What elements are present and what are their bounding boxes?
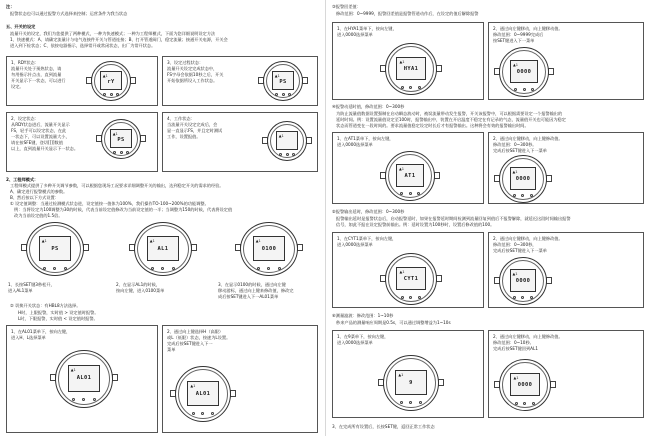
lcd-display: ▲1 0000 <box>510 60 538 83</box>
meter-illustration <box>385 253 437 305</box>
meter-illustration <box>26 222 84 276</box>
step-text: 1、在AL01菜单下，按向左键， <box>11 329 71 334</box>
step-text: 请在按SFE键，登切[[]]数值 <box>11 140 63 145</box>
meter-illustration <box>499 359 551 411</box>
page-divider <box>325 0 326 436</box>
step-text: 设定。 <box>11 84 24 89</box>
step-caption: 按向左键，进入0100菜单 <box>116 288 165 293</box>
step-text: 进入H、L选择菜单 <box>11 335 46 340</box>
lcd-code: 0000 <box>516 68 532 75</box>
lcd-display: ▲1 <box>276 131 298 149</box>
step-text: 完成后按SET键进入下一菜单 <box>493 248 547 253</box>
setting-step-box <box>488 22 644 100</box>
alarm-step-box <box>162 325 318 433</box>
meter-illustration <box>267 121 307 161</box>
lcd-display: ▲1 PS <box>272 71 294 89</box>
quick-step-box <box>6 112 158 172</box>
step-caption: 移动游标，通过向上键来修改值，修改完 <box>218 288 294 293</box>
step-text: FS，轻手可以设定状态，在此 <box>11 128 67 133</box>
right-page <box>330 0 648 436</box>
lcd-display: ▲1 HYA1 <box>396 57 425 81</box>
step-text: 勿用指示针点击，直到流量 <box>11 72 62 77</box>
lcd-code: PS <box>117 136 125 143</box>
lcd-display: ▲1 rY <box>100 71 122 89</box>
delay-line: 为防止流量值数据设置强制在启动瞬态波动时，被误流量带动发生报警，开关该报警中，可以根据需要设定一个报警输出的 <box>336 111 563 116</box>
step-text: 2、设定状态： <box>11 116 39 121</box>
step-text: 或L（低限）状态，按速为L设置。 <box>167 335 231 340</box>
meter-illustration <box>385 43 437 95</box>
step-text: 1、在AT1菜单下，按向左键， <box>337 136 394 141</box>
step-text: 显一直显示FS，并且定时测试 <box>167 128 223 133</box>
delay-line: 状态而管道变在一段时间的。要求流量值稳定设定时长后才有报警输出。这种将会有效的报警输出时间。 <box>336 123 529 128</box>
lcd-code: PS <box>279 78 287 85</box>
step-text: FS字母会依据10秒之后，开关 <box>167 72 224 77</box>
intro-line: 流量开关的设定，我们为您提供了两种模式，一种为快速模式；一种为工程师模式，下面为您详细说明设定方法 <box>10 31 216 36</box>
lcd-code: HYA1 <box>403 65 419 72</box>
lcd-code: AL01 <box>195 390 211 397</box>
lcd-code: PS <box>51 245 59 252</box>
lcd-code: 0000 <box>515 176 531 183</box>
meter-illustration <box>499 155 547 203</box>
step-text: 进入0000选择菜单 <box>337 340 373 345</box>
setting-step-box <box>332 330 484 418</box>
step-text: 当流量开关设定完成后，会 <box>167 122 218 127</box>
meter-illustration <box>175 366 231 422</box>
step-text: 修改范围：0~300秒， <box>493 242 537 247</box>
step-text: 从RDY状态进后，流量开关显示 <box>11 122 70 127</box>
step-text: 2、通过向左键移动，向上键修改值。 <box>493 136 563 141</box>
step-text: 一状态下，可以设置流量大小， <box>11 134 70 139</box>
step-text: 进入0000选择菜单 <box>337 242 373 247</box>
step-text: 流量开关设定完成状态中， <box>167 66 218 71</box>
engineer-line: A、确定进行报警模式的参数。 <box>10 189 68 194</box>
quick-step-box <box>162 112 318 172</box>
meter-illustration <box>91 61 131 101</box>
lcd-display: ▲1 0100 <box>253 236 285 261</box>
step-text: 1、在HYA1菜单下，按向左键， <box>337 26 397 31</box>
step-caption: 3、在显示0100的时候，通过向左键 <box>218 282 286 287</box>
lcd-code: AT1 <box>404 172 416 179</box>
meter-illustration <box>55 350 113 408</box>
setting-step-box <box>488 232 644 308</box>
step-text: 修改范围：0~300秒。 <box>493 142 537 147</box>
step-text: 开始依据所设入工作状态。 <box>167 78 218 83</box>
step-text: 1、在CYT1菜单下，按向左键， <box>337 236 397 241</box>
lcd-code: 0000 <box>515 278 531 285</box>
lcd-display: ▲1 0000 <box>510 373 539 397</box>
quick-step-box <box>6 56 158 106</box>
step-text: 3、设定过程状态： <box>167 60 204 65</box>
step-text: 4、工作状态： <box>167 116 195 121</box>
lcd-display: ▲1 PS <box>39 236 71 261</box>
step-text: 完成后按SET键进入下一 <box>167 341 213 346</box>
step-text: 2、通过向左键移动，向上键修改值。 <box>493 236 563 241</box>
setting-step-box <box>332 22 484 100</box>
engineer-line: ① 设定值调整：当通过检测模式状态进，设定值按一值体为100%，我们操作TO-100~200%的功能调整。 <box>10 201 209 206</box>
step-text: 工作，设置报值。 <box>167 134 201 139</box>
release-line: 信号，如此不报在设定报警前输出。例：延时设置为100秒时，设置后修改值的100。 <box>336 222 495 227</box>
alarm-line: L时，下限报警，实时值 < 设定值时报警。 <box>18 316 98 321</box>
step-caption: 1、长按SET键3秒松开， <box>8 282 55 287</box>
step-text: 进入0000选择菜单 <box>337 32 373 37</box>
meter-illustration <box>101 119 141 159</box>
step-text: 流量开关处于预热状态，请 <box>11 66 62 71</box>
step-text: 修改范围：0~10秒。 <box>493 340 534 345</box>
intro-line: 1、快速模式：A、请确定流量计与电气连接件开关与管道连接；B、打开管道阀门，稳定流量；接通开关电源，开关会 <box>10 37 228 42</box>
alarm-line: H时，上限报警，实时值 > 设定值时报警。 <box>18 310 99 315</box>
step-text: 2、通过向左键移动，向上键移动值。 <box>493 26 563 31</box>
delay-line: 延时时间。例：设置流量值设定至100时，报警输出中，装置在开启温度不稳定在有记录的气态，流量值开关也可能因为稳定 <box>336 117 566 122</box>
meter-illustration <box>383 355 439 411</box>
delay-title: ④报警动延时值，修改范围：0~300秒 <box>332 104 405 109</box>
step-caption: 进入AL1菜单 <box>8 288 33 293</box>
engineer-title: 2、工程师模式： <box>6 177 39 182</box>
section-title: 五、开关的设定 <box>6 24 36 29</box>
step-text: 完成后按SET键回到AL1 <box>493 346 539 351</box>
meter-illustration <box>499 47 549 97</box>
meter-illustration <box>240 222 298 276</box>
meter-illustration <box>499 257 547 305</box>
engineer-line: B、然后按以下方式设置： <box>10 195 59 200</box>
meter-illustration <box>263 61 303 101</box>
footer-note: 3、在完成所有设置后，长按SET键，返回正常工作状态 <box>332 424 435 429</box>
hysteresis-line: 修改范围：0~9999，报警回差值是报警管道动作后，在设定的值后解除报警 <box>336 11 479 16</box>
lcd-code: AL1 <box>157 245 169 252</box>
left-page <box>4 0 322 436</box>
note-title: 注： <box>6 4 15 9</box>
lcd-display: ▲1 AL01 <box>187 381 218 407</box>
lcd-display: ▲1 AT1 <box>396 164 424 187</box>
lcd-display: ▲1 9 <box>395 370 426 396</box>
step-text: 修改范围：0~9999完成后 <box>493 32 544 37</box>
setting-step-box <box>332 132 484 204</box>
lcd-display: ▲1 0000 <box>510 167 537 189</box>
lcd-display: ▲1 AL1 <box>147 236 179 261</box>
lcd-code: 0100 <box>261 245 277 252</box>
setting-step-box <box>332 232 484 308</box>
step-text: 1、在9菜单下，按向左键， <box>337 334 389 339</box>
step-text: 2、通过向上键选择H（高限） <box>167 329 224 334</box>
filter-line: 秒来产品的测量响应周期是0.5s，可以通过调整增益为1~10s <box>336 320 451 325</box>
step-caption: 成后按SET键进入下一AL01菜单 <box>218 294 279 299</box>
step-text: 进入0000选择菜单 <box>337 142 373 147</box>
engineer-line: 工程师模式提供了多种开关调节参数，可以根据您现场工况要求详细调整开关的输出，达到稳定开关的需求的经验。 <box>10 183 224 188</box>
meter-illustration <box>134 222 192 276</box>
step-text: 以上，直到流量开关显示下一状态。 <box>11 146 79 151</box>
quick-step-box <box>162 56 318 106</box>
alarm-step-box <box>6 325 158 433</box>
lcd-display: ▲1 CYT1 <box>396 267 425 291</box>
hysteresis-title: ③报警回差值： <box>332 4 361 9</box>
step-text: 菜单 <box>167 347 176 352</box>
step-text: 2、通过向左键移动，向上键修改值。 <box>493 334 563 339</box>
lcd-code: 9 <box>409 379 413 386</box>
step-text: 完成后按SET键进入下一菜单 <box>493 148 547 153</box>
step-text: 1、RDY状态： <box>11 60 39 65</box>
release-line: 报警输出延时是报警状态后，启动报警延时，如果在报警延时期间检测到流量回复到值后不报警解除，就延迟这段时间输出报警 <box>336 216 571 221</box>
step-text: 开关显示下一状态，可以进行 <box>11 78 66 83</box>
lcd-display: ▲1 AL01 <box>68 365 100 392</box>
meter-illustration <box>385 151 435 201</box>
setting-step-box <box>488 132 644 204</box>
alarm-title: ② 切换开关状态：有HBL8方法选择。 <box>10 303 81 308</box>
lcd-code: rY <box>107 78 115 85</box>
setting-step-box <box>488 330 644 418</box>
lcd-code: AL01 <box>76 375 92 382</box>
filter-title: ⑥测量滤波：修改范围：1~10秒 <box>332 313 394 318</box>
engineer-line: 例：当将设定为100调整为30的时候，代表当前设定值修改为当前设定值的一半；当调整为150的时候，代表将设定值 <box>14 207 233 212</box>
engineer-line: 改为当前设定值的1.5倍。 <box>14 213 63 218</box>
lcd-display: ▲1 0000 <box>510 269 537 291</box>
intro-line: 进入到下检状态；C、依按电器指示，选择常开或常闭状态，出厂为常开状态。 <box>10 43 156 48</box>
lcd-display: ▲1 PS <box>110 129 132 147</box>
step-text: 按SET键进入下一菜单 <box>493 38 535 43</box>
release-title: ⑤报警输出延时，修改范围：0~300秒 <box>332 209 405 214</box>
step-caption: 2、在显示AL1的时候， <box>116 282 161 287</box>
lcd-code: CYT1 <box>403 275 419 282</box>
note-line: 报警状态也可以通过报警方式选择来控制；运营条件为我当状态 <box>10 11 128 16</box>
lcd-code: 0000 <box>517 381 533 388</box>
